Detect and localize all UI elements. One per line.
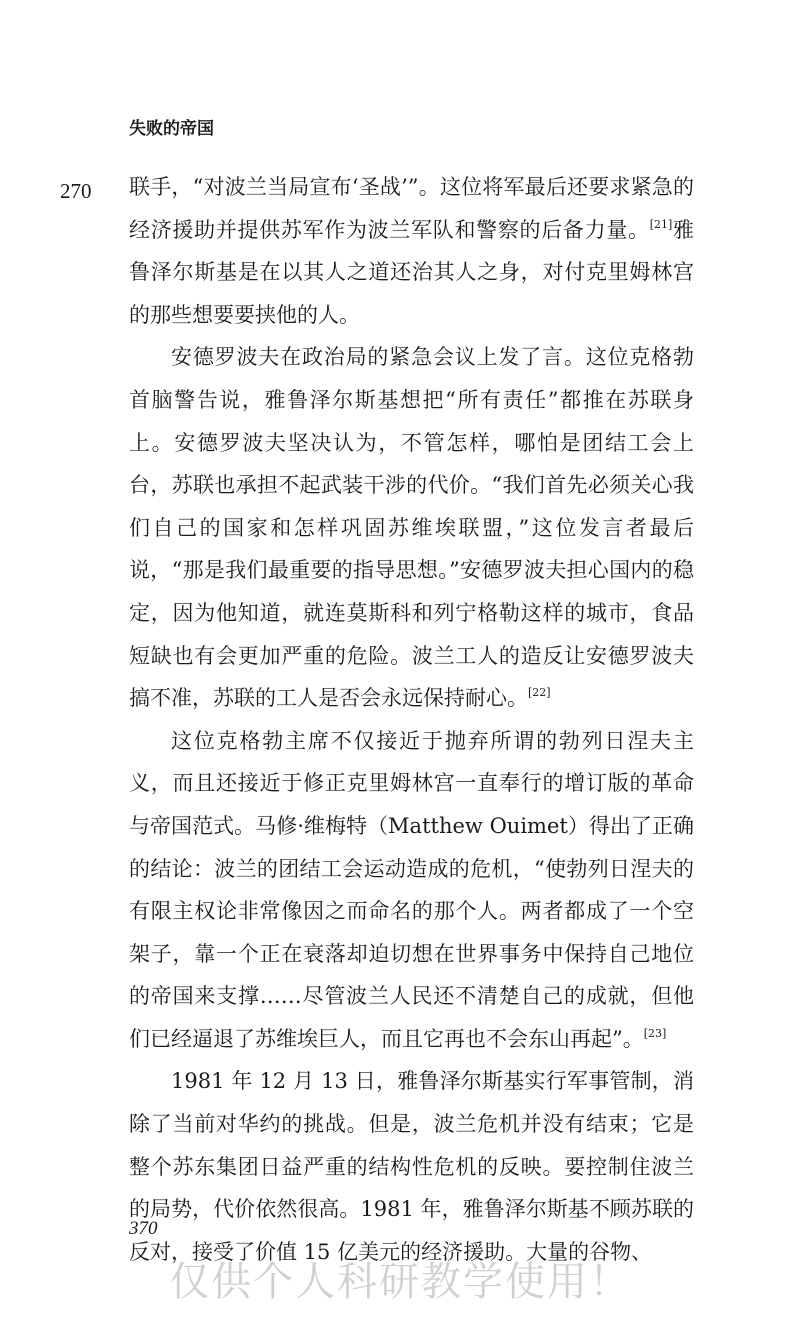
- paragraph-3: [129, 720, 694, 1061]
- margin-page-number: 270: [60, 179, 92, 203]
- running-header: 失败的帝国: [129, 119, 214, 139]
- watermark: 仅供个人科研教学使用！: [169, 1259, 631, 1305]
- page-number: 370: [129, 1218, 158, 1239]
- paragraph-4: [129, 1060, 694, 1273]
- paragraph-2-text: 安德罗波夫在政治局的紧急会议上发了言。这位克格勃首脑警告说，雅鲁泽尔斯基想把“所有责任”都推在苏联身上。安德罗波夫坚决认为，不管怎样，哪怕是团结工会上台，苏联也承担不起武装干涉的代价。“我们首先必须关心我们自己的国家和怎样巩固苏维埃联盟，”这位发言者最后说，“那是我们最重要的指导思想。”安德罗波夫担心国内的稳定，因为他知道，就连莫斯科和列宁格勒这样的城市，食品短缺也有会更加严重的危险。波兰工人的造反让安德罗波夫搞不准，苏联的工人是否会永远保持耐心。: [129, 345, 694, 711]
- paragraph-1-text-a: 联手，“对波兰当局宣布‘圣战’”。这位将军最后还要求紧急的经济援助并提供苏军作为波兰军队和警察的后备力量。: [129, 175, 694, 242]
- paragraph-1-text-b: 雅鲁泽尔斯基是在以其人之道还治其人之身，对付克里姆林宫的那些想要要挟他的人。: [129, 217, 695, 327]
- footnote-ref-22: [22]: [528, 686, 551, 700]
- footnote-ref-23: [23]: [643, 1026, 667, 1040]
- paragraph-1: [129, 166, 694, 336]
- paragraph-3-text: 这位克格勃主席不仅接近于抛弃所谓的勃列日涅夫主义，而且还接近于修正克里姆林宫一直奉行的增订版的革命与帝国范式。马修·维梅特（Matthew Ouimet）得出了正确的结论：波兰的团结工会运动造成的危机，“使勃列日涅夫的有限主权论非常像因之而命名的那个人。两者都成了一个空架子，靠一个正在衰落却迫切想在世界事务中保持自己地位的帝国来支撑……尽管波兰人民还不清楚自己的成就，但他们已经逼退了苏维埃巨人，而且它再也不会东山再起”。: [129, 728, 694, 1051]
- paragraph-2: [129, 336, 694, 719]
- paragraph-4-text: 1981 年 12 月 13 日，雅鲁泽尔斯基实行军事管制，消除了当前对华约的挑战。但是，波兰危机并没有结束；它是整个苏东集团日益严重的结构性危机的反映。要控制住波兰的局势，代价依然很高。1981 年，雅鲁泽尔斯基不顾苏联的反对，接受了价值 15 亿美元的经济援助。大量的谷物、: [129, 1069, 694, 1264]
- body-text: [129, 166, 694, 1273]
- footnote-ref-21: [21]: [649, 217, 673, 231]
